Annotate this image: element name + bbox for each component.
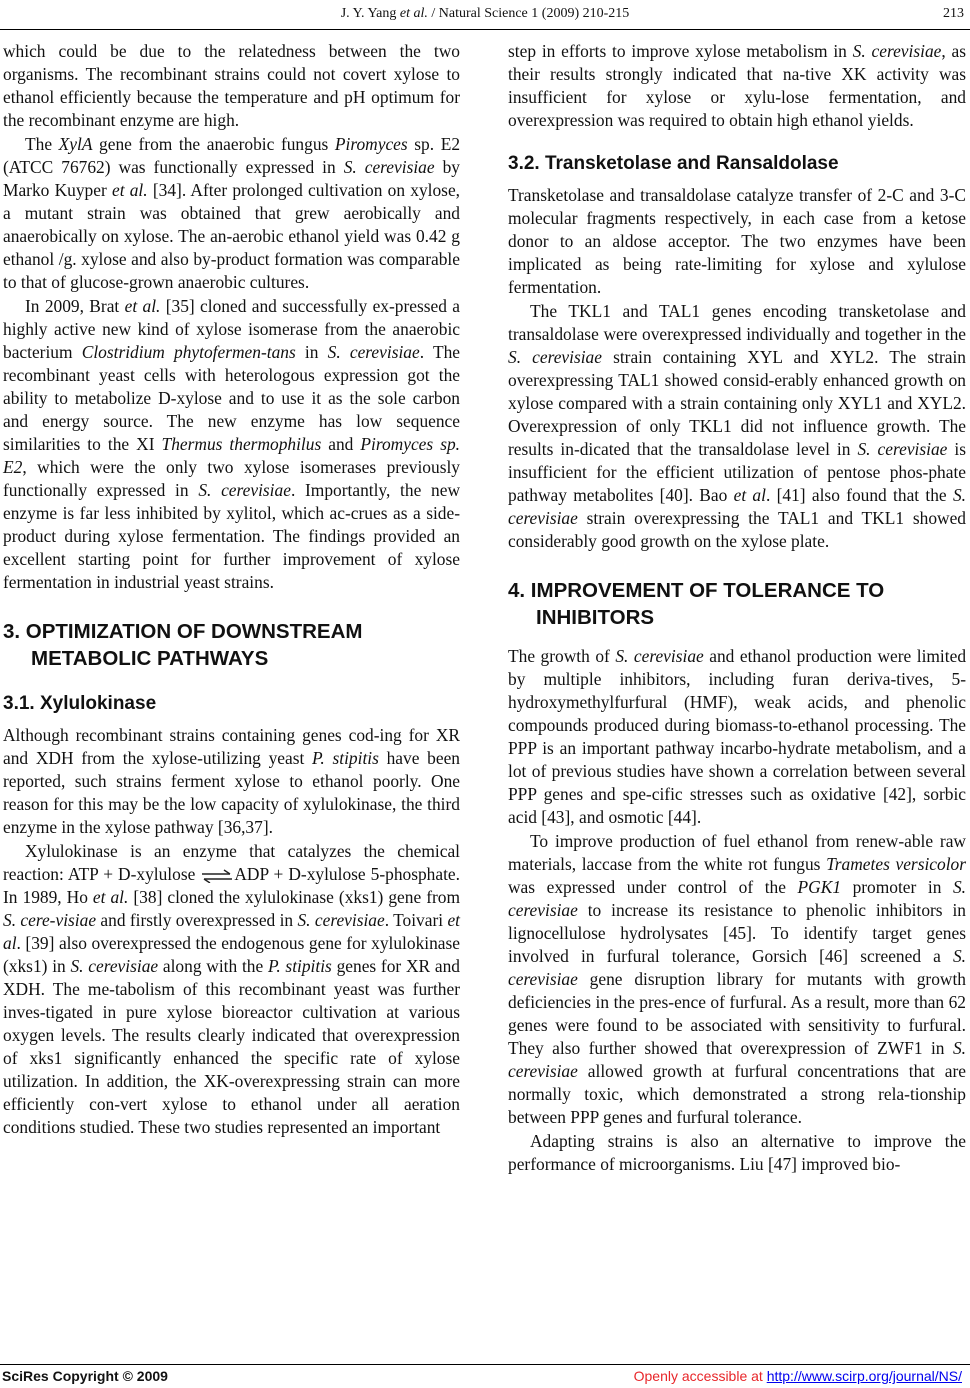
section-heading: 3. OPTIMIZATION OF DOWNSTREAM METABOLIC PATHWAYS bbox=[3, 620, 363, 670]
running-title: J. Y. Yang et al. / Natural Science 1 (2009) 210-215 bbox=[340, 6, 630, 21]
section-heading: 4. IMPROVEMENT OF TOLERANCE TO INHIBITORS bbox=[508, 579, 885, 629]
running-header bbox=[0, 6, 970, 28]
right-column bbox=[508, 40, 966, 1176]
footer-rule bbox=[0, 1364, 970, 1365]
paragraph: Transketolase and transaldolase catalyze transfer of 2-C and 3-C molecular fragments respectively, in each case from a ketose donor to an aldose acceptor. The two enzymes have been implicated as being rate-limiting for xylose and xylulose fermentation. bbox=[508, 185, 966, 297]
equilibrium-arrow-icon bbox=[200, 869, 234, 883]
left-column bbox=[3, 40, 460, 1139]
paragraph: which could be due to the relatedness between the two organisms. The recombinant strains could not covert xylose to ethanol efficiently because the temperature and pH optimum for the recombinant enzyme are high. bbox=[3, 41, 460, 130]
page-number: 213 bbox=[943, 6, 964, 21]
paragraph: step in efforts to improve xylose metabolism in S. cerevisiae, as their results strongly indicated that na-tive XK activity was insufficient for xylose or xylu-lose fermentation, and overexpression was required to obtain high ethanol yields. bbox=[508, 41, 967, 130]
page-footer bbox=[0, 1368, 970, 1388]
paragraph: The growth of S. cerevisiae and ethanol production were limited by multiple inhibitors, including furan deriva-tives, 5-hydroxymethylfurfural (HMF), weak acids, and phenolic compounds produced during biomass-to-ethanol processing. The PPP is an important pathway incarbo-hydrate metabolism, and a lot of previous studies have shown a correlation between several PPP genes and spe-cific stresses such as oxidative [42], sorbic acid [43], and osmotic [44]. bbox=[508, 646, 967, 827]
paragraph: The TKL1 and TAL1 genes encoding transketolase and transaldolase were overexpressed individually and together in the S. cerevisiae strain containing XYL and XYL2. The strain overexpressing TAL1 showed consid-erably enhanced growth on xylose compared with a strain containing only XYL1 and XYL2. Overexpression of only TKL1 did not influence growth. The results in-dicated that the transaldolase level in S. cerevisiae is insufficient for the efficient utilization of pentose phos-phate pathway metabolites [40]. Bao et al. [41] also found that the S. cerevisiae strain overexpressing the TAL1 and TKL1 showed considerably good growth on the xylose plate. bbox=[508, 301, 967, 551]
subsection-heading: 3.1. Xylulokinase bbox=[3, 693, 157, 714]
paragraph: To improve production of fuel ethanol from renew-able raw materials, laccase from the white rot fungus Trametes versicolor was expressed under control of the PGK1 promoter in S. cerevisiae to increase its resistance to phenolic inhibitors in lignocellulose hydrolysates [45]. To identify target genes involved in furfural tolerance, Gorsich [46] screened a S. cerevisiae gene disruption library for mutants with growth deficiencies in the pres-ence of furfural. As a result, more than 62 genes were found to be associated with sensitivity to furfural. They also further showed that overexpression of ZWF1 in S. cerevisiae allowed growth at furfural concentrations that are normally toxic, which demonstrated a strong rela-tionship between PPP genes and furfural tolerance. bbox=[508, 831, 966, 1127]
open-access-note: Openly accessible at http://www.scirp.org/journal/NS/ bbox=[633, 1368, 962, 1384]
paragraph: The XylA gene from the anaerobic fungus Piromyces sp. E2 (ATCC 76762) was functionally expressed in S. cerevisiae by Marko Kuyper et al. [34]. After prolonged cultivation on xylose, a mutant strain was obtained that grew aerobically and anaerobically on xylose. The an-aerobic ethanol yield was 0.42 g ethanol /g. xylose and also by-product formation was comparable to that of glucose-grown anaerobic cultures. bbox=[3, 134, 461, 292]
copyright: SciRes Copyright © 2009 bbox=[2, 1368, 168, 1384]
paragraph: Adapting strains is also an alternative to improve the performance of microorganisms. Liu [47] improved bio- bbox=[508, 1131, 966, 1174]
subsection-heading: 3.2. Transketolase and Ransaldolase bbox=[508, 153, 839, 174]
paragraph: Xylulokinase is an enzyme that catalyzes the chemical reaction: ATP + D-xylulose ADP + D-xylulose 5-phosphate. In 1989, Ho et al. [38] cloned the xylulokinase (xks1) gene from S. cere-visiae and firstly overexpressed in S. cerevisiae. Toivari et al. [39] also overexpressed the endogenous gene for xylulokinase (xks1) in S. cerevisiae along with the P. stipitis genes for XR and XDH. The me-tabolism of this recombinant yeast was further inves-tigated in pure xylose bioreactor cultivation at various oxygen levels. The results clearly indicated that overexpression of xks1 significantly enhanced the specific rate of xylose utilization. In addition, the XK-overexpressing strain can more efficiently con-vert xylose to ethanol under all aeration conditions studied. These two studies represented an important bbox=[3, 841, 461, 1137]
paragraph: In 2009, Brat et al. [35] cloned and successfully ex-pressed a highly active new kind of xylose isomerase from the anaerobic bacterium Clostridium phytofermen-tans in S. cerevisiae. The recombinant yeast cells with heterologous expression got the ability to metabolize D-xylose and to use it as the sole carbon and energy source. The new enzyme has low sequence similarities to the XI Thermus thermophilus and Piromyces sp. E2, which were the only two xylose isomerases previously functionally expressed in S. cerevisiae. Importantly, the new enzyme is far less inhibited by xylitol, which ac-crues as a side-product during xylose fermentation. The findings provided an excellent starting point for further improvement of xylose fermentation in industrial yeast strains. bbox=[3, 296, 461, 592]
journal-link[interactable]: http://www.scirp.org/journal/NS/ bbox=[766, 1368, 962, 1384]
paragraph: Although recombinant strains containing genes cod-ing for XR and XDH from the xylose-utilizing yeast P. stipitis have been reported, such strains ferment xylose to ethanol poorly. One reason for this may be the low capacity of xylulokinase, the third enzyme in the xylose pathway [36,37]. bbox=[3, 725, 460, 837]
header-rule bbox=[0, 29, 970, 30]
